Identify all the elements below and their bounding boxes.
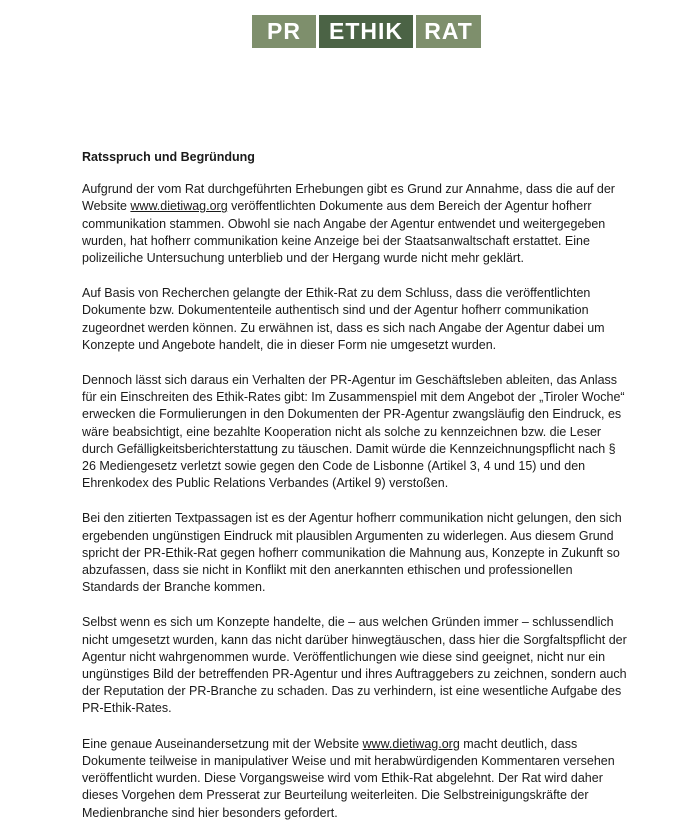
paragraph-6 xyxy=(82,736,627,822)
document-body xyxy=(82,149,627,840)
logo-ethik: ETHIK xyxy=(319,15,413,48)
paragraph-2: Auf Basis von Recherchen gelangte der Ethik-Rat zu dem Schluss, dass die veröffentlichten Dokumente bzw. Dokumententeile authentisch sind und der Agentur hofherr communikation zugeordnet werden können. Zu erwähnen ist, dass es sich nach Angabe der Agentur dabei um Konzepte und Angebote handelt, die in dieser Form nie umgesetzt wurden. xyxy=(82,286,605,352)
paragraph-6-text-b: macht deutlich, dass Dokumente teilweise in manipulativer Weise und mit herabwürdigenden Kommentaren versehen veröffentlicht wurden. Diese Vorgangsweise wird vom Ethik-Rat abgelehnt. Der Rat wird daher dieses Vorgehen dem Presserat zur Beurteilung weiterleiten. Die Selbstreinigungskräfte der Medienbranche sind hier besonders gefordert. xyxy=(82,736,615,820)
dietiwag-link-2[interactable]: www.dietiwag.org xyxy=(362,736,460,751)
paragraph-1-text-b: veröffentlichten Dokumente aus dem Bereich der Agentur hofherr communikation stammen. Obwohl sie nach Angabe der Agentur entwendet und weitergegeben wurden, hat hofherr communikation keine Anzeige bei der Staatsanwaltschaft erstattet. Eine polizeiliche Untersuchung unterblieb und der Hergang wurde nicht mehr geklärt. xyxy=(82,199,606,266)
paragraph-6-text-a: Eine genaue Auseinandersetzung mit der Website xyxy=(82,736,363,751)
logo-pr: PR xyxy=(252,15,316,48)
paragraph-3: Dennoch lässt sich daraus ein Verhalten der PR-Agentur im Geschäftsleben ableiten, das Anlass für ein Einschreiten des Ethik-Rates gibt: Im Zusammenspiel mit dem Angebot der „Tiroler Woche“ erwecken die Formulierungen in den Dokumenten der PR-Agentur zwangsläufig den Eindruck, es wäre beabsichtigt, eine bezahlte Kooperation nicht als solche zu kennzeichnen bzw. die Leser durch Gefälligkeitsberichterstattung zu täuschen. Damit würde die Kennzeichnungspflicht nach § 26 Mediengesetz verletzt sowie gegen den Code de Lisbonne (Artikel 3, 4 und 15) und den Ehrenkodex des Public Relations Verbandes (Artikel 9) verstoßen. xyxy=(82,373,625,491)
logo-rat: RAT xyxy=(416,15,481,48)
paragraph-1 xyxy=(82,181,627,267)
paragraph-4: Bei den zitierten Textpassagen ist es der Agentur hofherr communikation nicht gelungen, den sich ergebenden ungünstigen Eindruck mit plausiblen Argumenten zu widerlegen. Aus diesem Grund spricht der PR-Ethik-Rat gegen hofherr communikation die Mahnung aus, Konzepte in Zukunft so abzufassen, dass sie nicht in Konflikt mit den anerkannten ethischen und professionellen Standards der Branche kommen. xyxy=(82,511,622,595)
paragraph-5: Selbst wenn es sich um Konzepte handelte, die – aus welchen Gründen immer – schlussendlich nicht umgesetzt wurden, kann das nicht darüber hinwegtäuschen, dass hier die Sorgfaltspflicht der Agentur nicht wahrgenommen wurde. Veröffentlichungen wie diese sind geeignet, nicht nur ein ungünstiges Bild der betreffenden PR-Agentur und ihres Auftraggebers zu zeichnen, sondern auch der Reputation der PR-Branche zu schaden. Das zu verhindern, ist eine wesentliche Aufgabe des PR-Ethik-Rates. xyxy=(82,615,627,716)
pr-ethik-rat-logo xyxy=(252,15,481,48)
section-heading: Ratsspruch und Begründung xyxy=(82,150,255,164)
dietiwag-link[interactable]: www.dietiwag.org xyxy=(130,199,228,214)
paragraph-1-text-a: Aufgrund der vom Rat durchgeführten Erhebungen gibt es Grund zur Annahme, dass die auf der Website xyxy=(82,182,615,214)
